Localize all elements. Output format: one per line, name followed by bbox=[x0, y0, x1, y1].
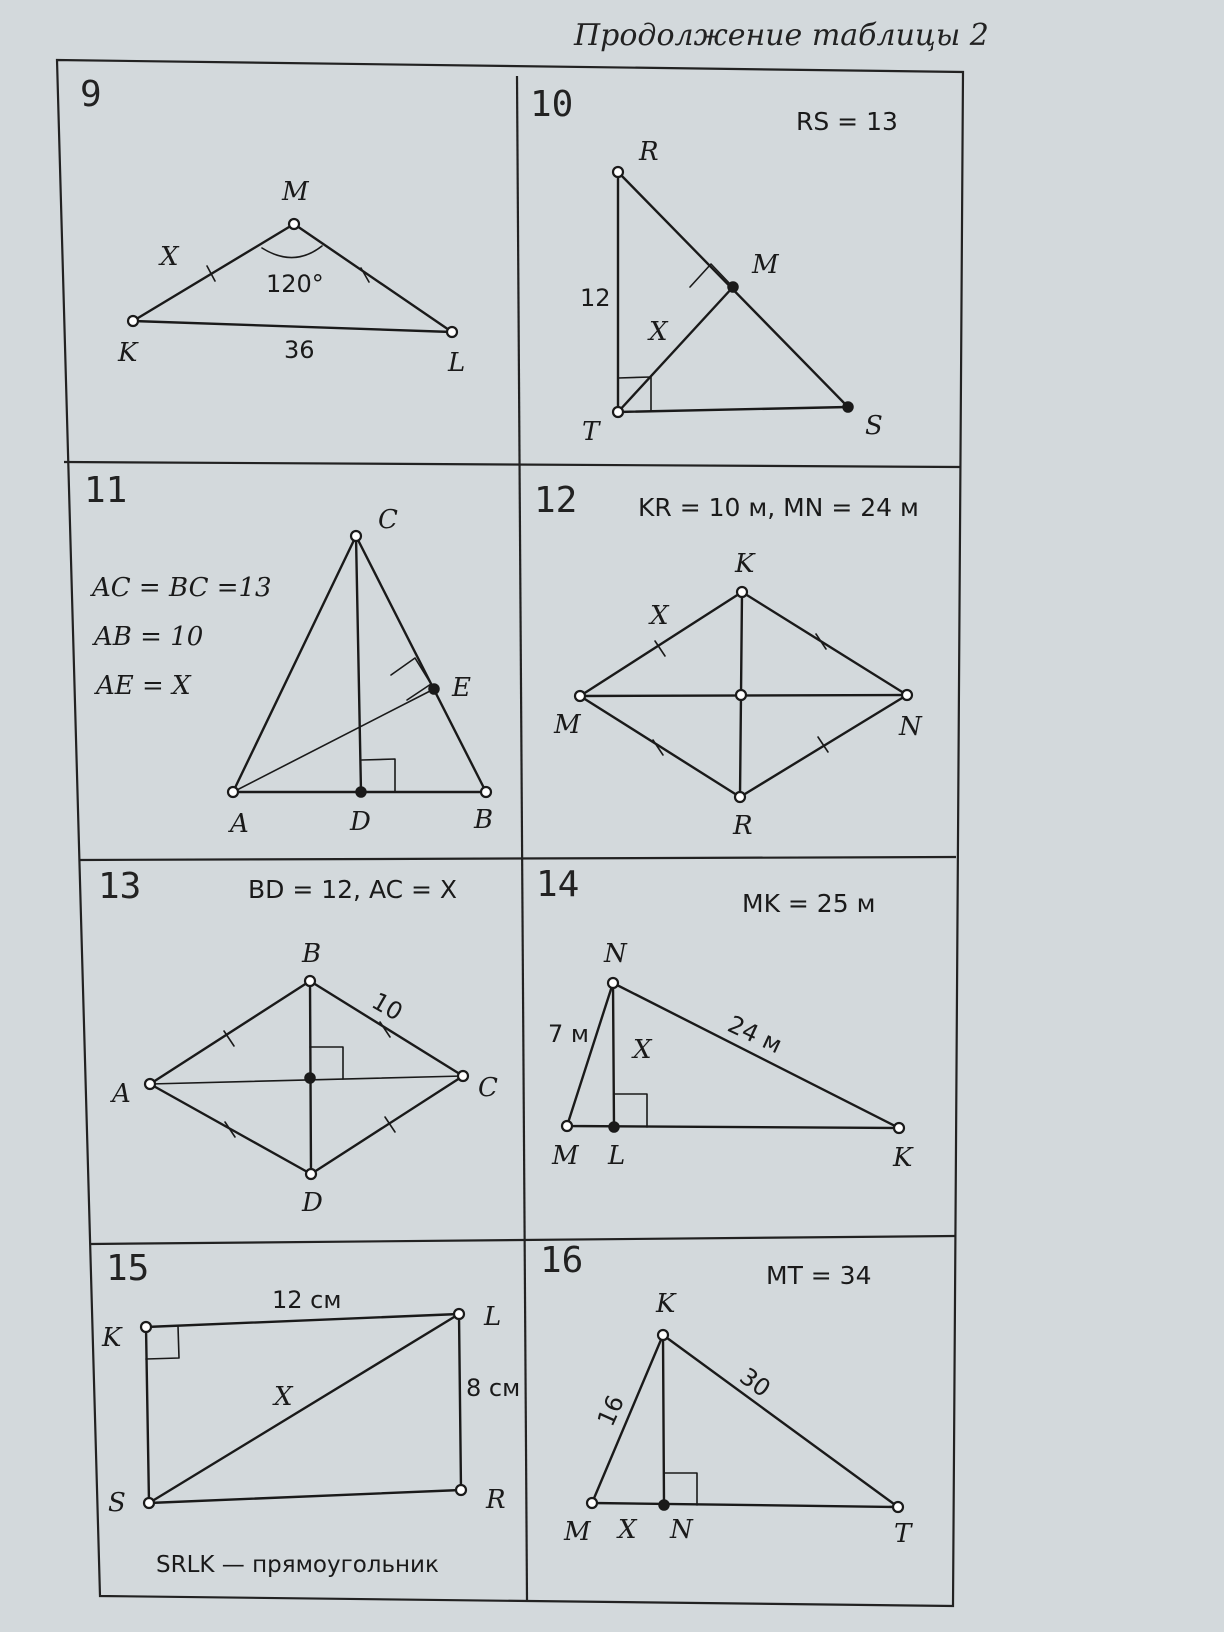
problem-condition: MT = 34 bbox=[766, 1261, 872, 1290]
vertex-label-l: L bbox=[484, 1302, 502, 1332]
vertex-label-d: D bbox=[350, 807, 371, 837]
vertex-label-r: R bbox=[733, 811, 753, 841]
problem-number: 16 bbox=[540, 1240, 584, 1281]
right-side-label: 8 см bbox=[466, 1374, 521, 1402]
problem-number: 14 bbox=[536, 864, 580, 905]
vertex-label-r: R bbox=[486, 1485, 506, 1515]
vertex-label-n: N bbox=[899, 712, 922, 742]
unknown-label-x: X bbox=[649, 317, 668, 347]
vertex-label-m: M bbox=[564, 1517, 591, 1547]
vertex-label-m: M bbox=[552, 1141, 579, 1171]
problem-condition: MK = 25 м bbox=[742, 889, 876, 918]
angle-label: 120° bbox=[266, 270, 324, 298]
long-side-label: 24 м bbox=[723, 1010, 787, 1060]
vertex-label-l: L bbox=[608, 1141, 626, 1171]
problem-number: 11 bbox=[84, 470, 128, 511]
problem-10 bbox=[530, 84, 898, 447]
problem-9 bbox=[80, 74, 465, 378]
vertex-label-n: N bbox=[604, 939, 627, 969]
unknown-label-x: X bbox=[633, 1035, 652, 1065]
vertex-label-k: K bbox=[735, 549, 755, 579]
right-side-label: 30 bbox=[734, 1362, 776, 1403]
vertex-label-k: K bbox=[893, 1143, 913, 1173]
problem-14 bbox=[536, 864, 914, 1173]
vertex-label-a: A bbox=[230, 809, 249, 839]
vertex-label-b: B bbox=[474, 805, 494, 835]
vertex-label-n: N bbox=[670, 1515, 693, 1545]
problem-condition: RS = 13 bbox=[796, 107, 898, 136]
left-side-label: 16 bbox=[591, 1391, 630, 1431]
problem-15 bbox=[101, 1248, 520, 1578]
unknown-label-x: X bbox=[650, 601, 669, 631]
side-length-label: 12 bbox=[580, 284, 611, 312]
vertex-label-e: E bbox=[452, 673, 471, 703]
condition-line-3: AE = X bbox=[96, 671, 191, 701]
short-side-label: 7 м bbox=[548, 1020, 590, 1048]
condition-line-1: AC = BC =13 bbox=[92, 573, 272, 603]
problem-number: 12 bbox=[534, 480, 578, 521]
vertex-label-k: K bbox=[102, 1323, 122, 1353]
vertex-label-c: C bbox=[378, 505, 398, 535]
vertex-label-t: T bbox=[582, 417, 600, 447]
problem-number: 10 bbox=[530, 84, 574, 125]
vertex-label-k: K bbox=[656, 1289, 676, 1319]
vertex-label-m: M bbox=[554, 710, 581, 740]
vertex-label-b: B bbox=[302, 939, 322, 969]
vertex-label-a: A bbox=[112, 1079, 131, 1109]
vertex-label-s: S bbox=[865, 411, 883, 441]
vertex-label-k: K bbox=[118, 338, 138, 368]
unknown-label-x: X bbox=[160, 242, 179, 272]
problem-number: 13 bbox=[98, 866, 142, 907]
problem-12 bbox=[534, 480, 923, 841]
problem-condition: KR = 10 м, MN = 24 м bbox=[638, 493, 919, 522]
base-length-label: 36 bbox=[284, 336, 315, 364]
unknown-label-x: X bbox=[618, 1515, 637, 1545]
problem-condition: BD = 12, AC = X bbox=[248, 875, 458, 904]
problem-number: 9 bbox=[80, 74, 102, 115]
problem-16 bbox=[540, 1240, 913, 1549]
vertex-label-t: T bbox=[894, 1519, 912, 1549]
vertex-label-s: S bbox=[108, 1488, 126, 1518]
page-title: Продолжение таблицы 2 bbox=[574, 18, 989, 53]
problem-11 bbox=[84, 470, 493, 839]
vertex-label-m: M bbox=[752, 250, 779, 280]
side-length-label: 10 bbox=[367, 986, 408, 1027]
figure-note: SRLK — прямоугольник bbox=[156, 1552, 439, 1578]
top-side-label: 12 см bbox=[272, 1286, 342, 1314]
vertex-label-l: L bbox=[448, 348, 466, 378]
vertex-label-m: M bbox=[282, 177, 309, 207]
unknown-label-x: X bbox=[274, 1382, 293, 1412]
problem-number: 15 bbox=[106, 1248, 150, 1289]
problem-13 bbox=[98, 866, 498, 1218]
vertex-label-r: R bbox=[639, 137, 659, 167]
vertex-label-d: D bbox=[302, 1188, 323, 1218]
vertex-label-c: C bbox=[478, 1073, 498, 1103]
condition-line-2: AB = 10 bbox=[94, 622, 204, 652]
